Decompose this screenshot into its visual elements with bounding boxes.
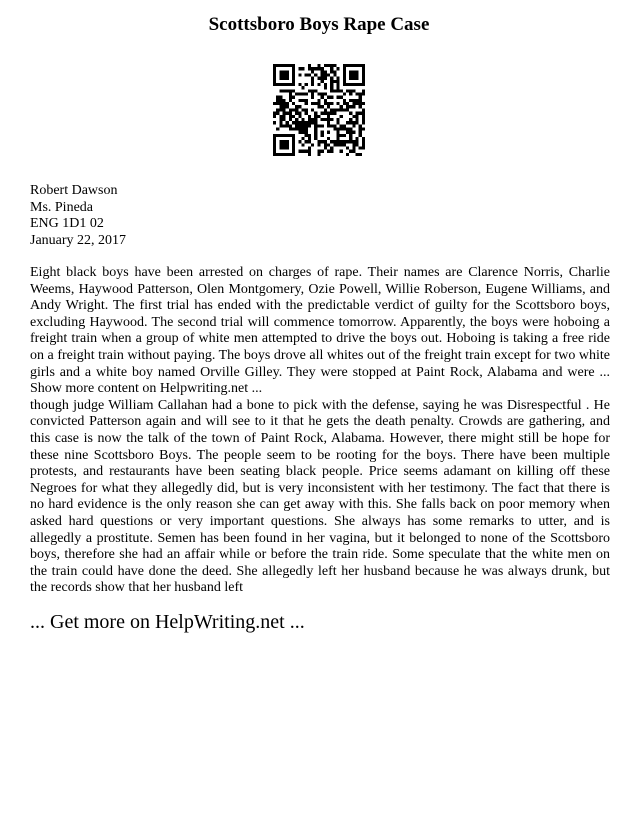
- qr-code-icon: [273, 64, 365, 156]
- paragraph-2: though judge William Callahan had a bone to pick with the defense, saying he was Disrespectful . He convicted Patterson again and will see to it that he gets the death penalty. Crowds are gathering, and this case is now the talk of the town of Paint Rock, Alabama. However, there might still be hope for these nine Scottsboro Boys. The people seem to be rooting for the boys. There have been multiple protests, and restaurants have been seating black people. Price seems adamant on killing off these Negroes for what they allegedly did, but is very inconsistent with her testimony. The fact that there is no hard evidence is the only reason she can get away with this. She falls back on poor memory when asked hard questions or very important questions. She always has some remarks to utter, and is allegedly a prostitute. Semen has been found in her vagina, but it belonged to none of the Scottsboro boys, therefore she had an affair while or before the train ride. Some speculate that the white men on the train could have done the deed. She allegedly left her husband because he was always drunk, but the records show that her husband left: [30, 397, 610, 596]
- author-header: [30, 183, 126, 249]
- teacher-name: Ms. Pineda: [30, 199, 93, 215]
- author-name: Robert Dawson: [30, 183, 118, 198]
- get-more-link[interactable]: ... Get more on HelpWriting.net ...: [30, 611, 305, 633]
- essay-body: [30, 265, 610, 597]
- paragraph-1: Eight black boys have been arrested on charges of rape. Their names are Clarence Norris, Charlie Weems, Haywood Patterson, Olen Montgomery, Ozie Powell, Willie Roberson, Eugene Williams, and Andy Wright. The first trial has ended with the predictable verdict of guilty for the Scottsboro boys, excluding Haywood. The second trial will commence tomorrow. Apparently, the boys were hoboing a freight train when a group of white men attempted to drive the boys out. Hoboing is taking a free ride on a freight train without paying. The boys drove all whites out of the freight train except for two white girls and a white boy named Orville Gilley. They were stopped at Paint Rock, Alabama and were ... Show more content on Helpwriting.net ...: [30, 265, 610, 397]
- document-title: Scottsboro Boys Rape Case: [208, 14, 430, 35]
- course-code: ENG 1D1 02: [30, 216, 104, 231]
- document-date: January 22, 2017: [30, 232, 127, 248]
